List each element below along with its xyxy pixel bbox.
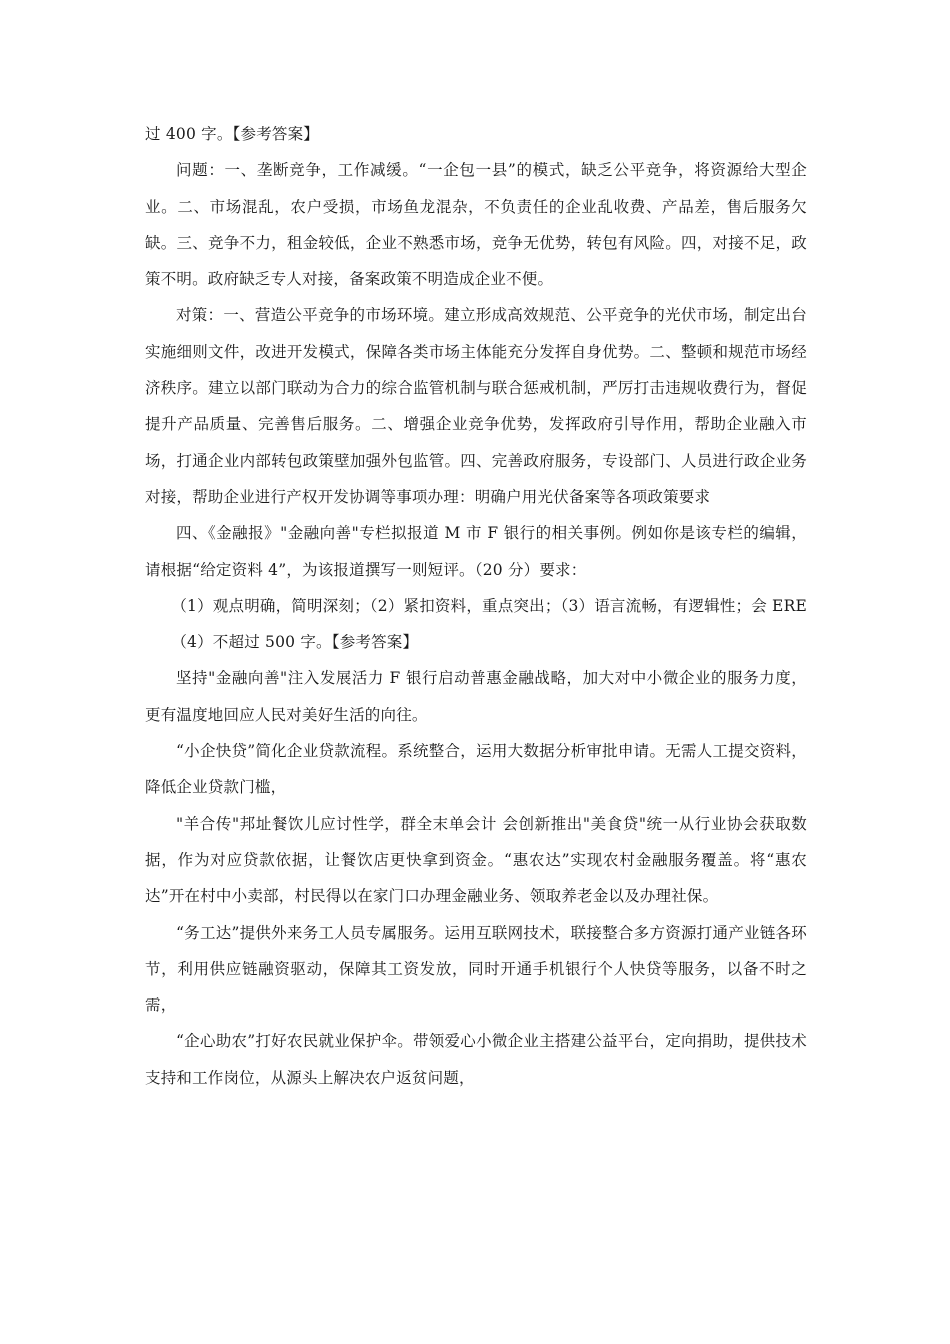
paragraph-question-four: 四、《金融报》"金融向善"专栏拟报道 M 市 F 银行的相关事例。例如你是该专栏的编辑，请根据“给定资料 4”，为该报道撰写一则短评。（20 分）要求： xyxy=(145,524,807,579)
paragraph-help-farmers: “企心助农”打好农民就业保护伞。带领爱心小微企业主搭建公益平台，定向捐助，提供技术支持和工作岗位，从源头上解决农户返贫问题， xyxy=(145,1032,807,1087)
paragraph-requirements: （1）观点明确，简明深刻；（2）紧扣资料，重点突出；（3）语言流畅，有逻辑性；会 ERE xyxy=(171,596,807,615)
paragraph-countermeasures: 对策：一、营造公平竞争的市场环境。建立形成高效规范、公平竞争的光伏市场，制定出台实施细则文件，改进开发模式，保障各类市场主体能充分发挥自身优势。二、整顿和规范市场经济秩序。建立以部门联动为合力的综合监管机制与联合惩戒机制，严厉打击违规收费行为，督促提升产品质量、完善售后服务。二、增强企业竞争优势，发挥政府引导作用，帮助企业融入市场，打通企业内部转包政策壁加强外包监管。四、完善政府服务，专设部门、人员进行政企业务对接，帮助企业进行产权开发协调等事项办理：明确户用光伏备案等各项政策要求 xyxy=(145,306,807,506)
document-body xyxy=(145,116,807,1096)
paragraph-small-business-loan: “小企快贷”简化企业贷款流程。系统整合，运用大数据分析审批申请。无需人工提交资料，降低企业贷款门槛， xyxy=(145,742,807,797)
paragraph-worker-service: “务工达”提供外来务工人员专属服务。运用互联网技术，联接整合多方资源打通产业链各环节，利用供应链融资驱动，保障其工资发放，同时开通手机银行个人快贷等服务，以备不时之需， xyxy=(145,923,807,1015)
paragraph-word-limit-answer: 过 400 字。【参考答案】 xyxy=(145,125,319,143)
paragraph-answer-intro: 坚持"金融向善"注入发展活力 F 银行启动普惠金融战略，加大对中小微企业的服务力度，更有温度地回应人民对美好生活的向往。 xyxy=(145,669,807,724)
paragraph-problems: 问题：一、垄断竞争，工作减缓。“一企包一县”的模式，缺乏公平竞争，将资源给大型企业。二、市场混乱，农户受损，市场鱼龙混杂，不负责任的企业乱收费、产品差，售后服务欠缺。三、竞争不力，租金较低，企业不熟悉市场，竞争无优势，转包有风险。四，对接不足，政策不明。政府缺乏专人对接，备案政策不明造成企业不便。 xyxy=(145,161,807,289)
paragraph-requirement-four: （4）不超过 500 字。【参考答案】 xyxy=(171,633,419,652)
paragraph-food-loan: "羊合传"邦址餐饮儿应讨性学，群全末单会计 会创新推出"美食贷"统一从行业协会获取数据，作为对应贷款依据，让餐饮店更快拿到资金。“惠农达”实现农村金融服务覆盖。将“惠农达”开在村中小卖部，村民得以在家门口办理金融业务、领取养老金以及办理社保。 xyxy=(145,814,807,906)
